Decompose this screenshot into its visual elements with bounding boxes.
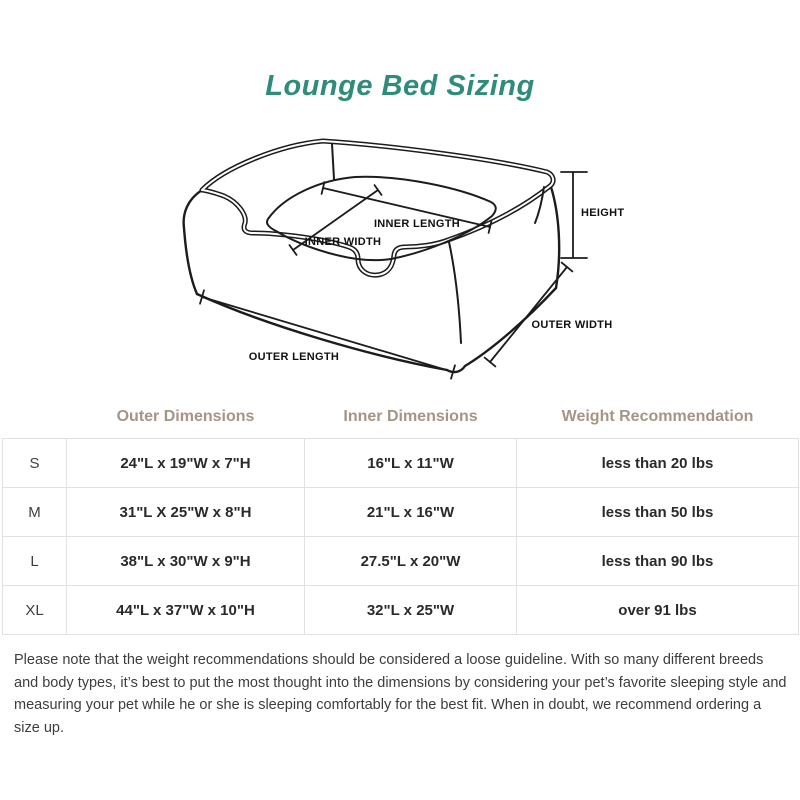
front-right-seam [449,242,461,343]
size-label: L [3,537,67,586]
weight-disclaimer: Please note that the weight recommendations should be considered a loose guideline. With so many different breeds and body types, it’s best to put the most thought into the dimensions by considering your pet’s favorite sleeping style and measuring your pet while he or she is sleeping comfortably for the best fit. When in doubt, we recommend ordering a size up. [14,652,787,736]
outer-width-tick-end [485,358,496,367]
size-label: S [3,439,67,488]
bed-right-side-line [551,187,559,288]
outer-dimensions-value: 44"L x 37"W x 10"H [67,586,305,635]
inner-length-label: INNER LENGTH [373,218,461,230]
sizing-table [2,396,798,635]
inner-width-label: INNER WIDTH [304,236,382,248]
inner-width-tick-end [375,185,382,195]
outer-dimensions-header: Outer Dimensions [116,408,255,425]
outer-width-line [490,267,567,362]
table-row-m [3,488,799,537]
table-row-l [3,537,799,586]
back-corner-seam [332,144,334,179]
size-label: XL [3,586,67,635]
outer-dimensions-value: 24"L x 19"W x 7"H [67,439,305,488]
table-row-s [3,439,799,488]
weight-recommendation-value: less than 90 lbs [517,537,799,586]
inner-dimensions-value: 16"L x 11"W [305,439,517,488]
weight-recommendation-value: less than 50 lbs [517,488,799,537]
weight-recommendation-value: over 91 lbs [517,586,799,635]
height-label: HEIGHT [581,207,625,219]
outer-dimensions-value: 38"L x 30"W x 9"H [67,537,305,586]
size-column-header [3,396,67,439]
weight-recommendation-header: Weight Recommendation [561,408,754,425]
weight-recommendation-value: less than 20 lbs [517,439,799,488]
inner-dimensions-value: 21"L x 16"W [305,488,517,537]
page-title: Lounge Bed Sizing [265,70,535,102]
inner-width-tick-start [290,245,297,255]
header-row [3,396,799,439]
bed-drawing [184,141,560,372]
outer-dimensions-value: 31"L X 25"W x 8"H [67,488,305,537]
inner-dimensions-value: 27.5"L x 20"W [305,537,517,586]
inner-dimensions-value: 32"L x 25"W [305,586,517,635]
table-row-xl [3,586,799,635]
size-label: M [3,488,67,537]
outer-width-label: OUTER WIDTH [531,319,613,331]
outer-width-tick-start [562,263,573,272]
outer-length-label: OUTER LENGTH [248,351,340,363]
bed-rim-outline [202,141,553,275]
lounge-bed-diagram [160,125,640,390]
inner-dimensions-header: Inner Dimensions [343,408,478,425]
bed-left-side-line [184,190,202,294]
